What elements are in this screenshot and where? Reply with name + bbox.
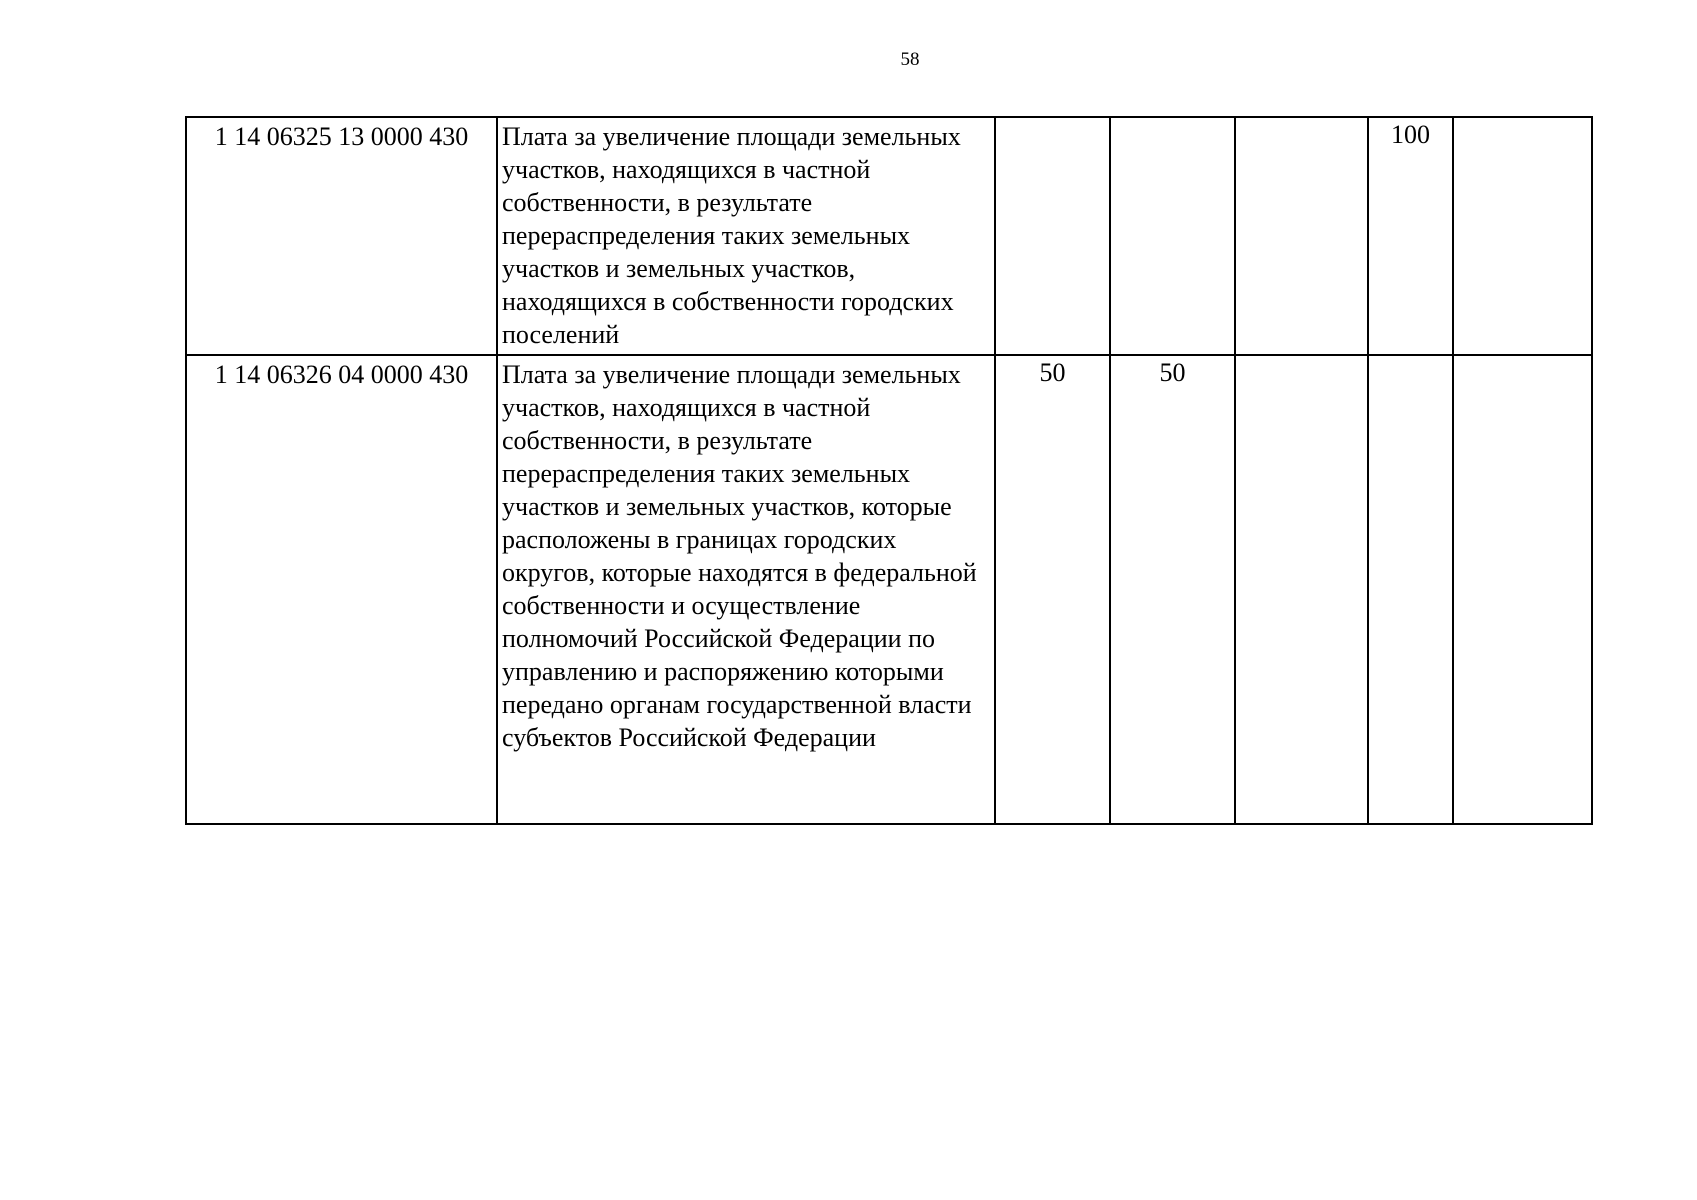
page-number: 58 [900, 49, 920, 70]
revenue-description-cell: Плата за увеличение площади земельных участков, находящихся в частной собственности, в результате перераспределения таких земельных участков и земельных участков, находящихся в собственности городских поселений [497, 117, 995, 355]
revenue-distribution-table [185, 116, 1593, 825]
value-cell-3 [1235, 355, 1368, 824]
revenue-description-cell: Плата за увеличение площади земельных участков, находящихся в частной собственности, в результате перераспределения таких земельных участков и земельных участков, которые расположены в границах городских округов, которые находятся в федеральной собственности и осуществление полномочий Российской Федерации по управлению и распоряжению которыми передано органам государственной власти субъектов Российской Федерации [497, 355, 995, 824]
budget-code-cell: 1 14 06325 13 0000 430 [186, 117, 497, 355]
value-cell-1 [995, 117, 1110, 355]
budget-code-cell: 1 14 06326 04 0000 430 [186, 355, 497, 824]
table-row [186, 117, 1592, 355]
value-cell-5 [1453, 117, 1592, 355]
value-cell-2 [1110, 117, 1235, 355]
value-cell-5 [1453, 355, 1592, 824]
value-cell-1: 50 [995, 355, 1110, 824]
value-cell-2: 50 [1110, 355, 1235, 824]
value-cell-3 [1235, 117, 1368, 355]
value-cell-4: 100 [1368, 117, 1453, 355]
value-cell-4 [1368, 355, 1453, 824]
table-row [186, 355, 1592, 824]
